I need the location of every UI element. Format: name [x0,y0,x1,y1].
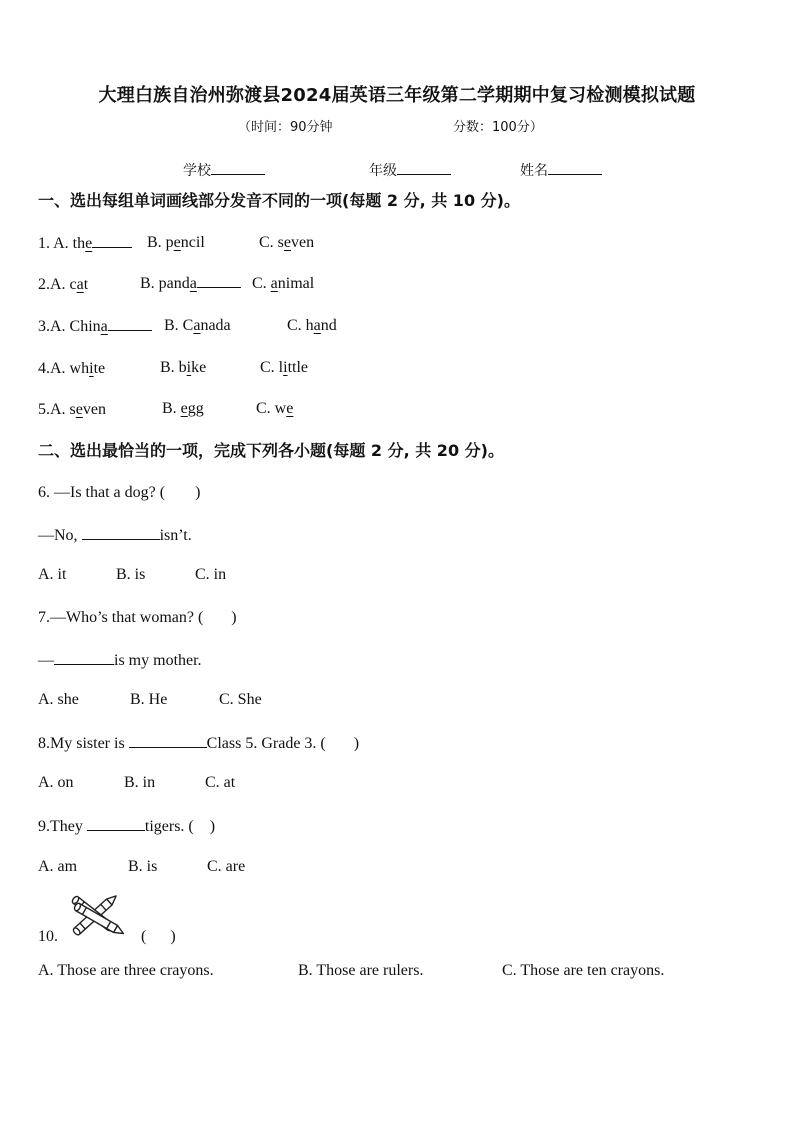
name-field[interactable] [520,160,602,181]
option-a[interactable]: A. seven [50,401,106,418]
grade-blank[interactable] [397,160,451,175]
option-c[interactable]: C. we [256,400,294,417]
option-a[interactable]: A. the [53,235,93,252]
question-1: 1. A. the [38,234,132,254]
question-10-paren: ( ) [141,928,176,945]
exam-score: 分数：100分） [453,120,543,135]
question-7-reply: — is my mother. [38,652,202,669]
question-3: 3.A. China [38,317,152,337]
name-label: 姓名 [520,163,548,179]
option-c[interactable]: C. in [195,566,227,583]
question-5: 5.A. seven [38,401,106,418]
school-blank[interactable] [211,160,265,175]
answer-blank[interactable] [54,650,114,665]
school-label: 学校 [183,163,211,179]
option-c[interactable]: C. at [205,774,236,791]
option-b[interactable]: B. panda [140,275,241,293]
question-4: 4.A. white [38,360,106,377]
option-c[interactable]: C. little [260,359,309,376]
option-a[interactable]: A. cat [50,276,89,293]
option-b[interactable]: B. in [124,774,156,791]
answer-blank[interactable] [87,816,145,831]
option-a[interactable]: A. Those are three crayons. [38,962,214,979]
answer-blank[interactable] [82,525,160,540]
option-a[interactable]: A. it [38,566,67,583]
option-b[interactable]: B. Canada [164,317,231,334]
option-b[interactable]: B. He [130,691,168,708]
option-b[interactable]: B. bike [160,359,207,376]
option-b[interactable]: B. Those are rulers. [298,962,424,979]
option-b[interactable]: B. egg [162,400,204,417]
option-b[interactable]: B. pencil [147,234,205,251]
grade-field[interactable] [369,160,451,181]
grade-label: 年级 [369,163,397,179]
option-b[interactable]: B. is [116,566,146,583]
option-c[interactable]: C. She [219,691,262,708]
question-2: 2.A. cat [38,276,89,293]
section2-heading: 二、选出最恰当的一项，完成下列各小题(每题 2 分, 共 20 分)。 [38,441,504,460]
option-c[interactable]: C. hand [287,317,337,334]
answer-blank[interactable] [129,733,207,748]
option-c[interactable]: C. are [207,858,246,875]
option-c[interactable]: C. Those are ten crayons. [502,962,665,979]
crayons-image [62,886,130,942]
question-7: 7.—Who’s that woman? ( ) [38,609,237,626]
option-a[interactable]: A. white [50,360,106,377]
page-title: 大理白族自治州弥渡县2024届英语三年级第二学期期中复习检测模拟试题 [98,85,696,106]
question-6: 6. —Is that a dog? ( ) [38,484,201,501]
option-a[interactable]: A. on [38,774,74,791]
name-blank[interactable] [548,160,602,175]
question-9: 9.They tigers. ( ) [38,818,216,835]
option-b[interactable]: B. is [128,858,158,875]
option-a[interactable]: A. she [38,691,79,708]
option-c[interactable]: C. seven [259,234,315,251]
exam-time: （时间：90分钟 [238,120,333,135]
option-c[interactable]: C. animal [252,275,315,292]
school-field[interactable] [183,160,265,181]
option-a[interactable]: A. China [50,318,108,335]
option-a[interactable]: A. am [38,858,78,875]
section1-heading: 一、选出每组单词画线部分发音不同的一项(每题 2 分, 共 10 分)。 [38,191,520,210]
question-10: 10. [38,928,58,945]
question-8: 8.My sister is Class 5. Grade 3. ( ) [38,735,360,752]
question-6-reply: —No, isn’t. [38,527,192,544]
